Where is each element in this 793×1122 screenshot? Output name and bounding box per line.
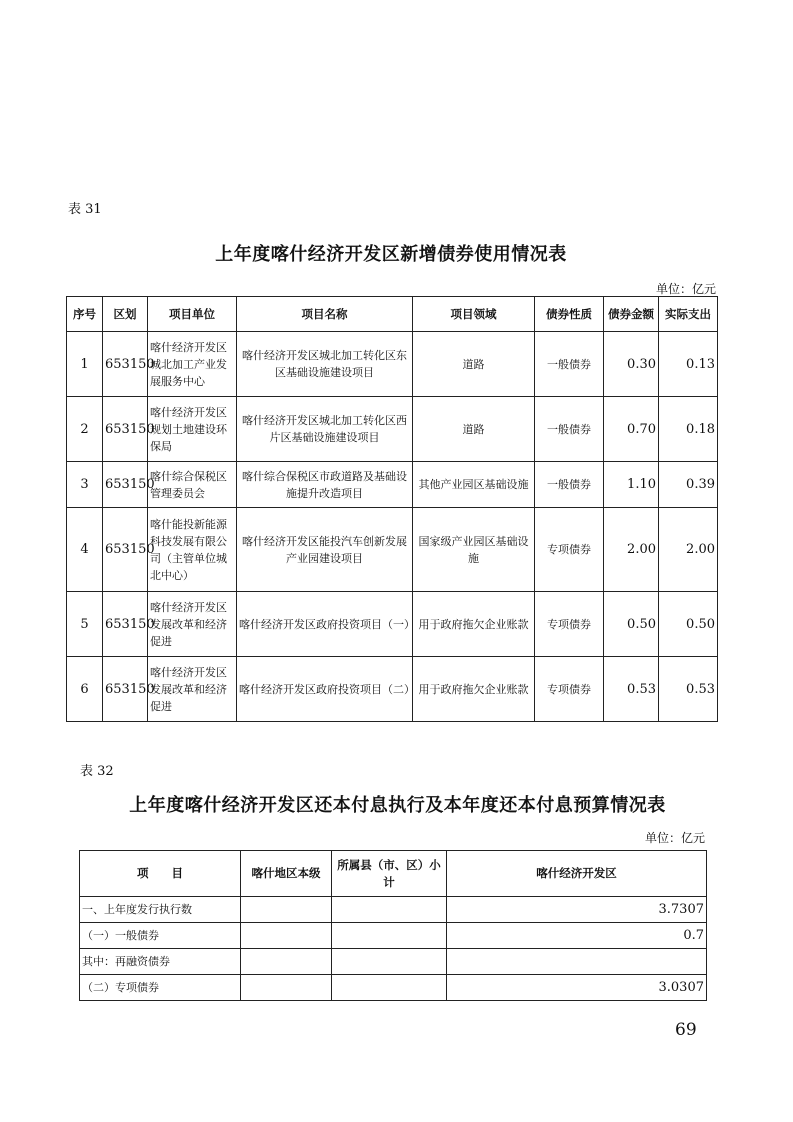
row-type: 专项债券 bbox=[535, 592, 604, 657]
table-row bbox=[67, 397, 718, 462]
header-type: 债券性质 bbox=[535, 297, 604, 332]
table-row bbox=[67, 462, 718, 508]
table31-header-row bbox=[67, 297, 718, 332]
table32-unit: 单位：亿元 bbox=[644, 831, 705, 845]
row-v1 bbox=[241, 949, 332, 975]
row-v1 bbox=[241, 897, 332, 923]
row-spent: 0.50 bbox=[659, 592, 718, 657]
table31-label: 表 31 bbox=[68, 202, 102, 217]
table-row bbox=[67, 508, 718, 592]
row-spent: 2.00 bbox=[659, 508, 718, 592]
row-type: 专项债券 bbox=[535, 508, 604, 592]
row-v3: 0.7 bbox=[447, 923, 707, 949]
row-item: 其中：再融资债券 bbox=[80, 949, 241, 975]
row-no: 5 bbox=[67, 592, 103, 657]
row-v2 bbox=[332, 949, 447, 975]
row-no: 6 bbox=[67, 657, 103, 722]
header-prefecture: 喀什地区本级 bbox=[241, 851, 332, 897]
row-unit: 喀什经济开发区发展改革和经济促进 bbox=[148, 657, 237, 722]
row-code: 653150 bbox=[103, 657, 148, 722]
row-item: （二）专项债券 bbox=[80, 975, 241, 1001]
table-row bbox=[67, 332, 718, 397]
table32-header-row bbox=[80, 851, 707, 897]
page-number: 69 bbox=[675, 1020, 697, 1040]
row-spent: 0.18 bbox=[659, 397, 718, 462]
row-field: 道路 bbox=[413, 397, 535, 462]
row-no: 3 bbox=[67, 462, 103, 508]
row-item: （一）一般债券 bbox=[80, 923, 241, 949]
table32 bbox=[79, 850, 707, 1001]
row-code: 653150 bbox=[103, 332, 148, 397]
row-no: 4 bbox=[67, 508, 103, 592]
table32-title: 上年度喀什经济开发区还本付息执行及本年度还本付息预算情况表 bbox=[129, 795, 666, 816]
row-field: 用于政府拖欠企业账款 bbox=[413, 657, 535, 722]
table-row bbox=[80, 975, 707, 1001]
row-spent: 0.39 bbox=[659, 462, 718, 508]
row-v2 bbox=[332, 975, 447, 1001]
table-row bbox=[80, 923, 707, 949]
row-v1 bbox=[241, 923, 332, 949]
row-name: 喀什经济开发区政府投资项目（二） bbox=[237, 657, 413, 722]
header-code: 区划 bbox=[103, 297, 148, 332]
header-no: 序号 bbox=[67, 297, 103, 332]
row-amount: 0.70 bbox=[604, 397, 659, 462]
row-v2 bbox=[332, 923, 447, 949]
row-name: 喀什经济开发区城北加工转化区西片区基础设施建设项目 bbox=[237, 397, 413, 462]
header-amount: 债券金额 bbox=[604, 297, 659, 332]
row-field: 国家级产业园区基础设施 bbox=[413, 508, 535, 592]
row-v3: 3.7307 bbox=[447, 897, 707, 923]
row-field: 道路 bbox=[413, 332, 535, 397]
header-county-subtotal: 所属县（市、区）小计 bbox=[332, 851, 447, 897]
row-field: 其他产业园区基础设施 bbox=[413, 462, 535, 508]
row-v3: 3.0307 bbox=[447, 975, 707, 1001]
row-v1 bbox=[241, 975, 332, 1001]
table-row bbox=[67, 657, 718, 722]
row-unit: 喀什能投新能源科技发展有限公司（主管单位城北中心） bbox=[148, 508, 237, 592]
header-field: 项目领域 bbox=[413, 297, 535, 332]
header-kashgar-edz: 喀什经济开发区 bbox=[447, 851, 707, 897]
header-spent: 实际支出 bbox=[659, 297, 718, 332]
header-unit: 项目单位 bbox=[148, 297, 237, 332]
row-code: 653150 bbox=[103, 462, 148, 508]
row-unit: 喀什经济开发区城北加工产业发展服务中心 bbox=[148, 332, 237, 397]
row-amount: 2.00 bbox=[604, 508, 659, 592]
row-amount: 0.53 bbox=[604, 657, 659, 722]
row-spent: 0.53 bbox=[659, 657, 718, 722]
table-row bbox=[67, 592, 718, 657]
table31 bbox=[66, 296, 718, 722]
row-name: 喀什综合保税区市政道路及基础设施提升改造项目 bbox=[237, 462, 413, 508]
row-item: 一、上年度发行执行数 bbox=[80, 897, 241, 923]
row-spent: 0.13 bbox=[659, 332, 718, 397]
row-type: 专项债券 bbox=[535, 657, 604, 722]
row-type: 一般债券 bbox=[535, 462, 604, 508]
row-v3 bbox=[447, 949, 707, 975]
row-unit: 喀什经济开发区发展改革和经济促进 bbox=[148, 592, 237, 657]
row-amount: 0.50 bbox=[604, 592, 659, 657]
row-code: 653150 bbox=[103, 592, 148, 657]
row-amount: 0.30 bbox=[604, 332, 659, 397]
row-unit: 喀什综合保税区管理委员会 bbox=[148, 462, 237, 508]
row-type: 一般债券 bbox=[535, 332, 604, 397]
header-name: 项目名称 bbox=[237, 297, 413, 332]
row-amount: 1.10 bbox=[604, 462, 659, 508]
row-code: 653150 bbox=[103, 508, 148, 592]
row-unit: 喀什经济开发区规划土地建设环保局 bbox=[148, 397, 237, 462]
row-code: 653150 bbox=[103, 397, 148, 462]
table31-unit: 单位：亿元 bbox=[655, 282, 716, 296]
row-no: 1 bbox=[67, 332, 103, 397]
row-type: 一般债券 bbox=[535, 397, 604, 462]
row-name: 喀什经济开发区政府投资项目（一） bbox=[237, 592, 413, 657]
row-no: 2 bbox=[67, 397, 103, 462]
header-item: 项 目 bbox=[80, 851, 241, 897]
table31-title: 上年度喀什经济开发区新增债券使用情况表 bbox=[215, 244, 567, 265]
row-name: 喀什经济开发区城北加工转化区东区基础设施建设项目 bbox=[237, 332, 413, 397]
row-name: 喀什经济开发区能投汽车创新发展产业园建设项目 bbox=[237, 508, 413, 592]
row-field: 用于政府拖欠企业账款 bbox=[413, 592, 535, 657]
table-row bbox=[80, 949, 707, 975]
table-row bbox=[80, 897, 707, 923]
row-v2 bbox=[332, 897, 447, 923]
table32-label: 表 32 bbox=[80, 764, 114, 779]
